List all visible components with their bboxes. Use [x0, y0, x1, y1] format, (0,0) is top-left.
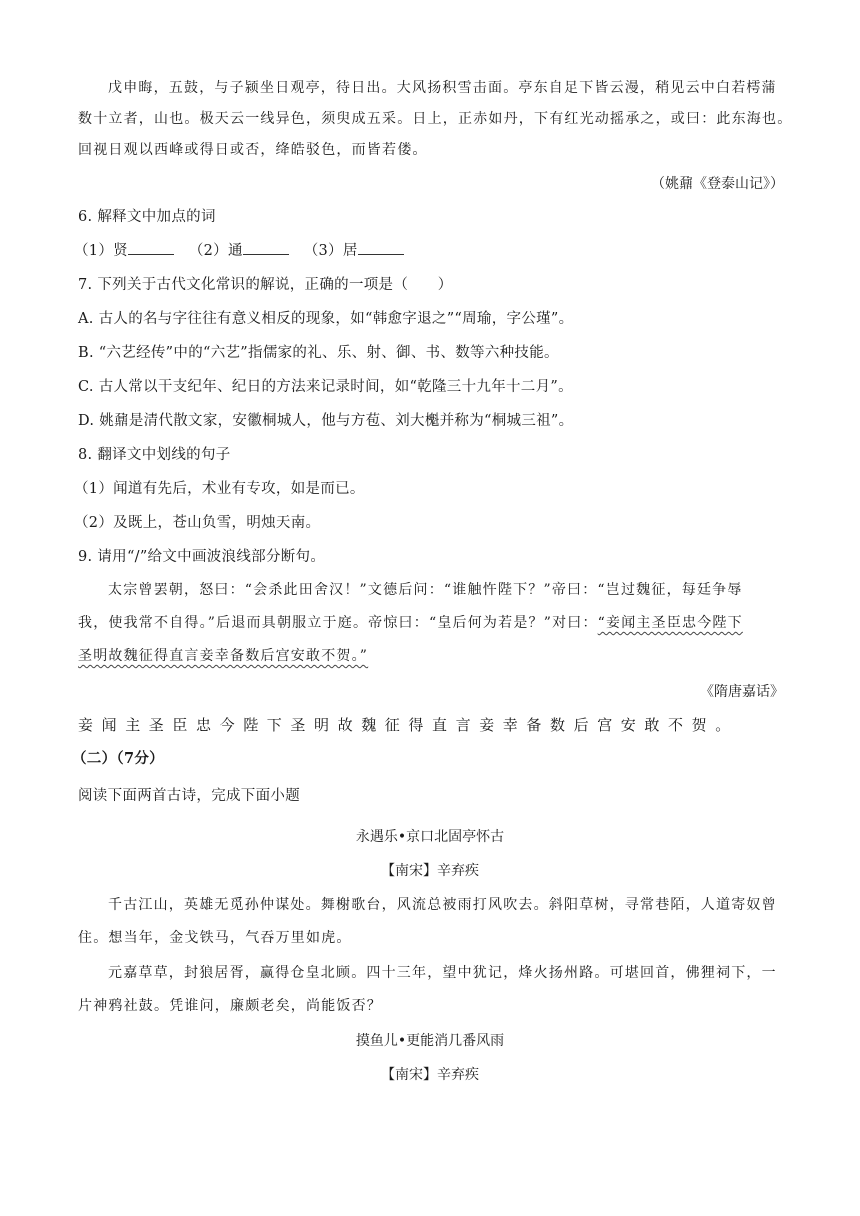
q9-stem: 9. 请用“/”给文中画波浪线部分断句。: [78, 549, 326, 565]
q6-blank-3: [358, 240, 404, 255]
poem1-title: 永遇乐•京口北固亭怀古: [355, 829, 505, 845]
q6-item-3: （3）居: [303, 243, 358, 259]
q9-wavy-segment-2: 圣明故魏征得直言妾幸备数后宫安敢不贺。”: [78, 648, 369, 664]
poem2-author: 【南宋】辛弃疾: [381, 1067, 479, 1083]
q7-option-a: A. 古人的名与字往往有意义相反的现象，如“韩愈字退之”“周瑜，字公瑾”。: [78, 311, 574, 327]
q8-item-2: （2）及既上，苍山负雪，明烛天南。: [74, 515, 321, 531]
section-instruction: 阅读下面两首古诗，完成下面小题: [78, 788, 300, 804]
q7-option-b: B. “六艺经传”中的“六艺”指儒家的礼、乐、射、御、书、数等六种技能。: [78, 345, 559, 361]
q9-wavy-segment-1: “妾闻主圣臣忠今陛下: [597, 615, 743, 631]
q9-passage-line-1: 太宗曾罢朝，怒曰：“会杀此田舍汉！”文德后问：“谁触忤陛下？”帝曰：“岂过魏征，每廷争辱: [108, 582, 743, 598]
poem1-author: 【南宋】辛弃疾: [381, 863, 479, 879]
q7-stem: 7. 下列关于古代文化常识的解说，正确的一项是（ ）: [78, 277, 453, 293]
q6-stem: 6. 解释文中加点的词: [78, 209, 216, 225]
q6-item-1: （1）贤: [74, 243, 128, 259]
q8-stem: 8. 翻译文中划线的句子: [78, 447, 231, 463]
poem1-line-4: 片神鸦社鼓。凭谁问，廉颇老矣，尚能饭否？: [78, 998, 382, 1014]
passage-line-3: 回视日观以西峰或得日或否，绛皓驳色，而皆若偻。: [78, 142, 428, 158]
q9-passage-line-2-text: 我，使我常不自得。”后退而具朝服立于庭。帝惊曰：“皇后何为若是？”对曰：: [78, 615, 598, 631]
q9-passage-line-2: [78, 612, 743, 634]
poem1-line-1: 千古江山，英雄无觅孙仲谋处。舞榭歌台，风流总被雨打风吹去。斜阳草树，寻常巷陌，人道寄奴曾: [108, 897, 777, 913]
q6-blank-2: [243, 240, 289, 255]
q6-item-2: （2）通: [188, 243, 243, 259]
q6-items: [74, 240, 414, 262]
poem1-line-2: 住。想当年，金戈铁马，气吞万里如虎。: [78, 930, 352, 946]
q7-option-d: D. 姚鼐是清代散文家，安徽桐城人，他与方苞、刘大櫆并称为“桐城三祖”。: [78, 413, 574, 429]
q9-passage-line-3: [78, 645, 368, 667]
poem1-line-3: 元嘉草草，封狼居胥，赢得仓皇北顾。四十三年，望中犹记，烽火扬州路。可堪回首，佛狸祠下，一: [108, 965, 777, 981]
section-heading: （二）（7分）: [72, 750, 164, 767]
passage-line-1: 戊申晦，五鼓，与子颍坐日观亭，待日出。大风扬积雪击面。亭东自足下皆云漫，稍见云中白若樗蒲: [108, 80, 777, 96]
q7-option-c: C. 古人常以干支纪年、纪日的方法来记录时间，如“乾隆三十九年十二月”。: [78, 379, 573, 395]
q6-blank-1: [128, 240, 174, 255]
poem2-title: 摸鱼儿•更能消几番风雨: [355, 1033, 505, 1049]
passage-line-2: 数十立者，山也。极天云一线异色，须臾成五采。日上，正赤如丹，下有红光动摇承之，或曰：此东海也。: [78, 111, 793, 127]
q9-source: 《隋唐嘉话》: [700, 684, 784, 700]
q8-item-1: （1）闻道有先后，术业有专攻，如是而已。: [74, 481, 365, 497]
q9-answer: 妾闻主圣臣忠今陛下圣明故魏征得直言妾幸备数后宫安敢不贺。: [78, 716, 739, 734]
passage-source: （姚鼐《登泰山记》）: [651, 176, 784, 192]
